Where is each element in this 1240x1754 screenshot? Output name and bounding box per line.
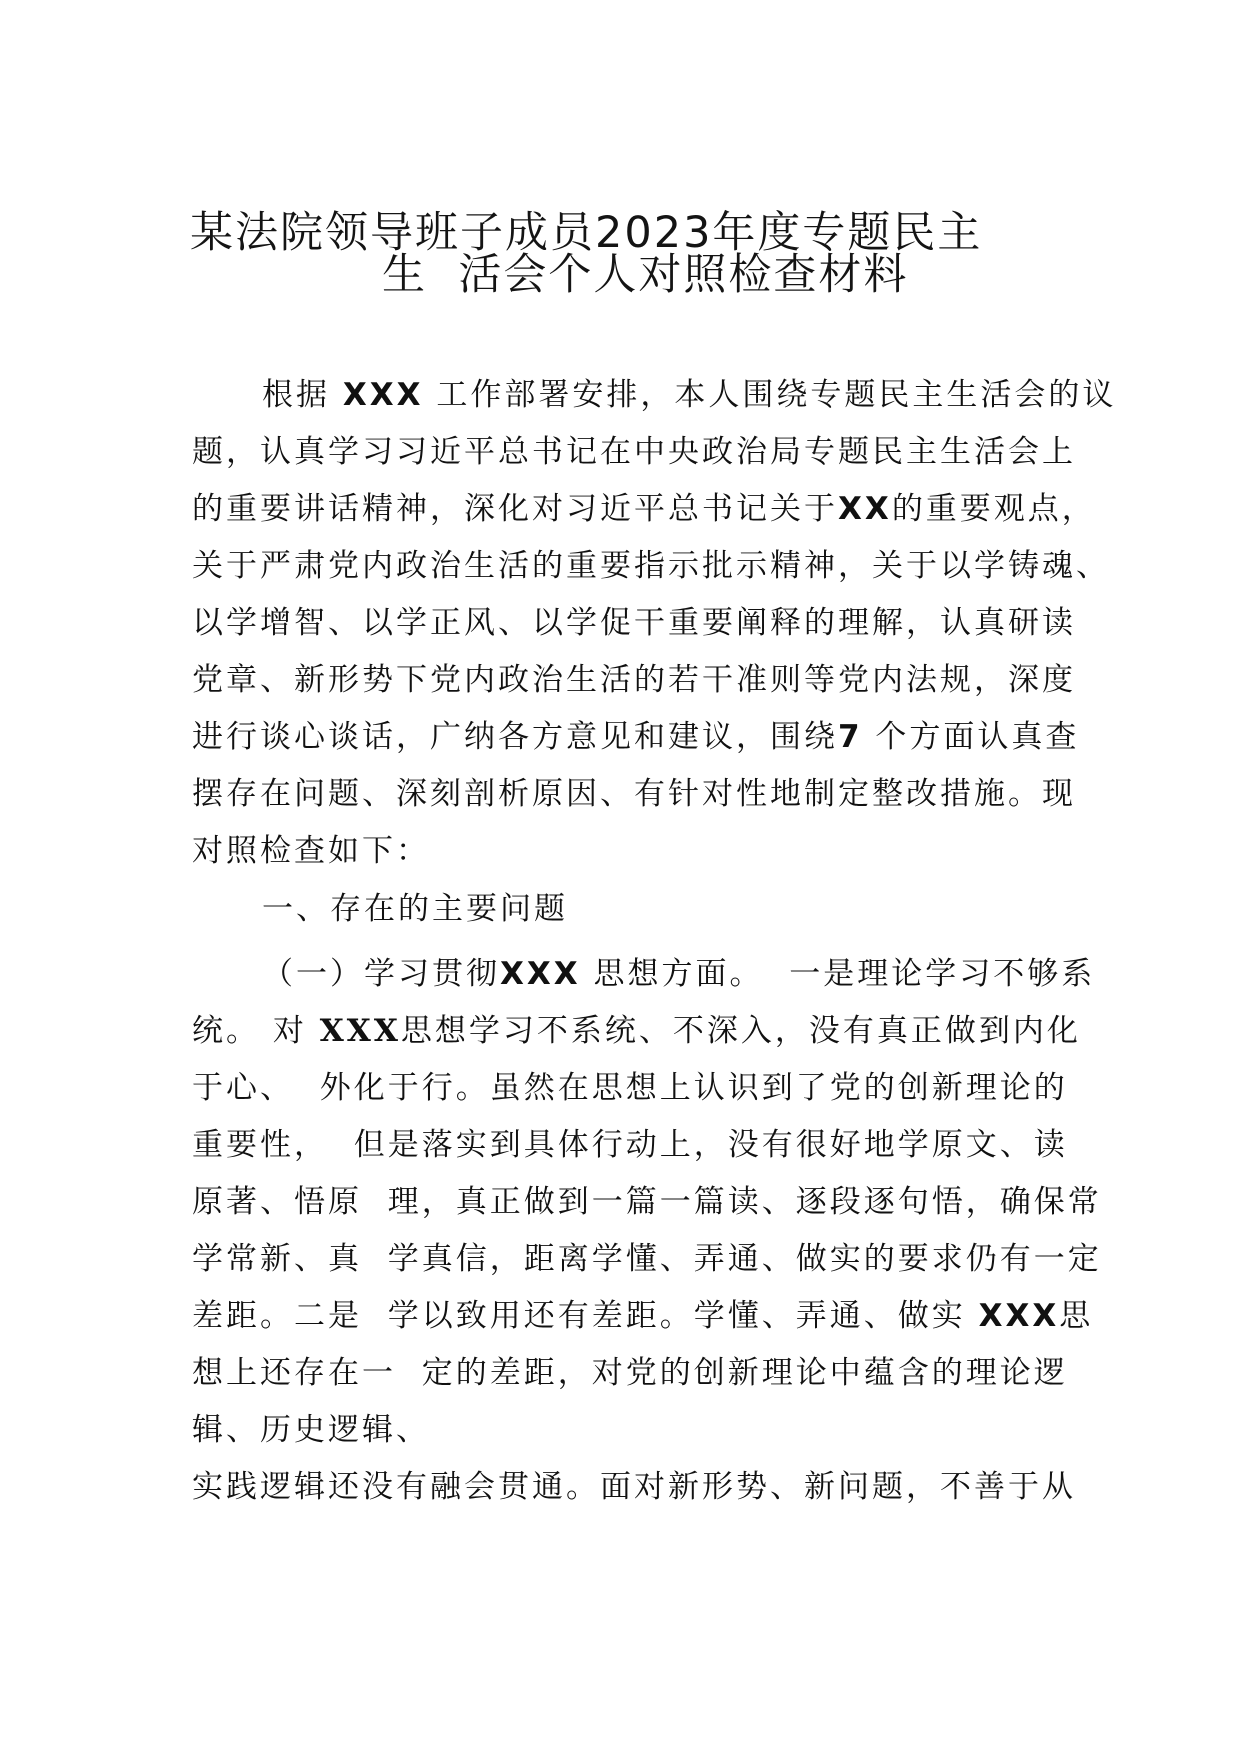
body-text-line (262, 954, 1095, 994)
text-run: 差距。二是 学以致用还有差距。学懂、弄通、做实 (192, 1298, 979, 1334)
body-text-line (192, 717, 1079, 757)
text-run: 想上还存在一 定的差距，对党的创新理论中蕴含的理论逻 (192, 1355, 1068, 1391)
text-run: 思 (1059, 1298, 1094, 1334)
body-text-line (192, 489, 1096, 529)
body-text-line (192, 1353, 1068, 1393)
text-run: 工作部署安排，本人围绕专题民主生活会的议 (423, 377, 1117, 413)
text-run: 思想学习不系统、不深入，没有真正做到内化 (400, 1013, 1081, 1049)
text-run: 于心、 外化于行。虽然在思想上认识到了党的创新理论的 (192, 1070, 1068, 1106)
body-text-line (192, 1125, 1068, 1165)
body-text-line (192, 1467, 1076, 1507)
body-text-line (192, 1239, 1102, 1279)
bold-placeholder: XXX (319, 1013, 401, 1049)
body-text-line (192, 546, 1110, 586)
text-run: 重要性， 但是落实到具体行动上，没有很好地学原文、读 (192, 1127, 1068, 1163)
body-text-line (192, 774, 1076, 814)
text-run: 思想方面。 一是理论学习不够系 (580, 956, 1096, 992)
body-text-line (192, 432, 1076, 472)
text-run: 进行谈心谈话，广纳各方意见和建议，围绕 (192, 719, 838, 755)
document-title-line-2: 生 活会个人对照检查材料 (382, 250, 909, 300)
text-run: 对照检查如下： (192, 833, 430, 869)
body-text-line (192, 1011, 1081, 1051)
text-run: 辑、历史逻辑、 (192, 1412, 430, 1448)
text-run: 根据 (262, 377, 343, 413)
bold-placeholder: XX (838, 491, 892, 527)
bold-placeholder: XXX (978, 1298, 1060, 1334)
body-text-line (192, 831, 430, 871)
text-run: 个方面认真查 (862, 719, 1080, 755)
text-run: 实践逻辑还没有融会贯通。面对新形势、新问题，不善于从 (192, 1469, 1076, 1505)
text-run: 题，认真学习习近平总书记在中央政治局专题民主生活会上 (192, 434, 1076, 470)
text-run: 摆存在问题、深刻剖析原因、有针对性地制定整改措施。现 (192, 776, 1076, 812)
bold-placeholder: XXX (500, 956, 581, 992)
body-text-line (262, 375, 1116, 415)
text-run: 学常新、真 学真信，距离学懂、弄通、做实的要求仍有一定 (192, 1241, 1102, 1277)
body-text-line (192, 1182, 1102, 1222)
body-text-line (192, 603, 1076, 643)
body-text-line (192, 1410, 430, 1450)
body-text-line (192, 1296, 1093, 1336)
text-run: 的重要观点， (891, 491, 1096, 527)
document-title-line-1: 某法院领导班子成员2023年度专题民主 (190, 208, 983, 258)
text-run: 统。 对 (192, 1013, 320, 1049)
body-text-line (192, 1068, 1068, 1108)
body-text-line (192, 660, 1076, 700)
bold-placeholder: XXX (342, 377, 424, 413)
text-run: 以学增智、以学正风、以学促干重要阐释的理解，认真研读 (192, 605, 1076, 641)
text-run: （一）学习贯彻 (262, 956, 500, 992)
text-run: 原著、悟原 理，真正做到一篇一篇读、逐段逐句悟，确保常 (192, 1184, 1102, 1220)
text-run: 的重要讲话精神，深化对习近平总书记关于 (192, 491, 838, 527)
text-run: 党章、新形势下党内政治生活的若干准则等党内法规，深度 (192, 662, 1076, 698)
text-run: 关于严肃党内政治生活的重要指示批示精神，关于以学铸魂、 (192, 548, 1110, 584)
section-heading: 一、存在的主要问题 (262, 891, 568, 927)
bold-number: 7 (838, 719, 863, 755)
